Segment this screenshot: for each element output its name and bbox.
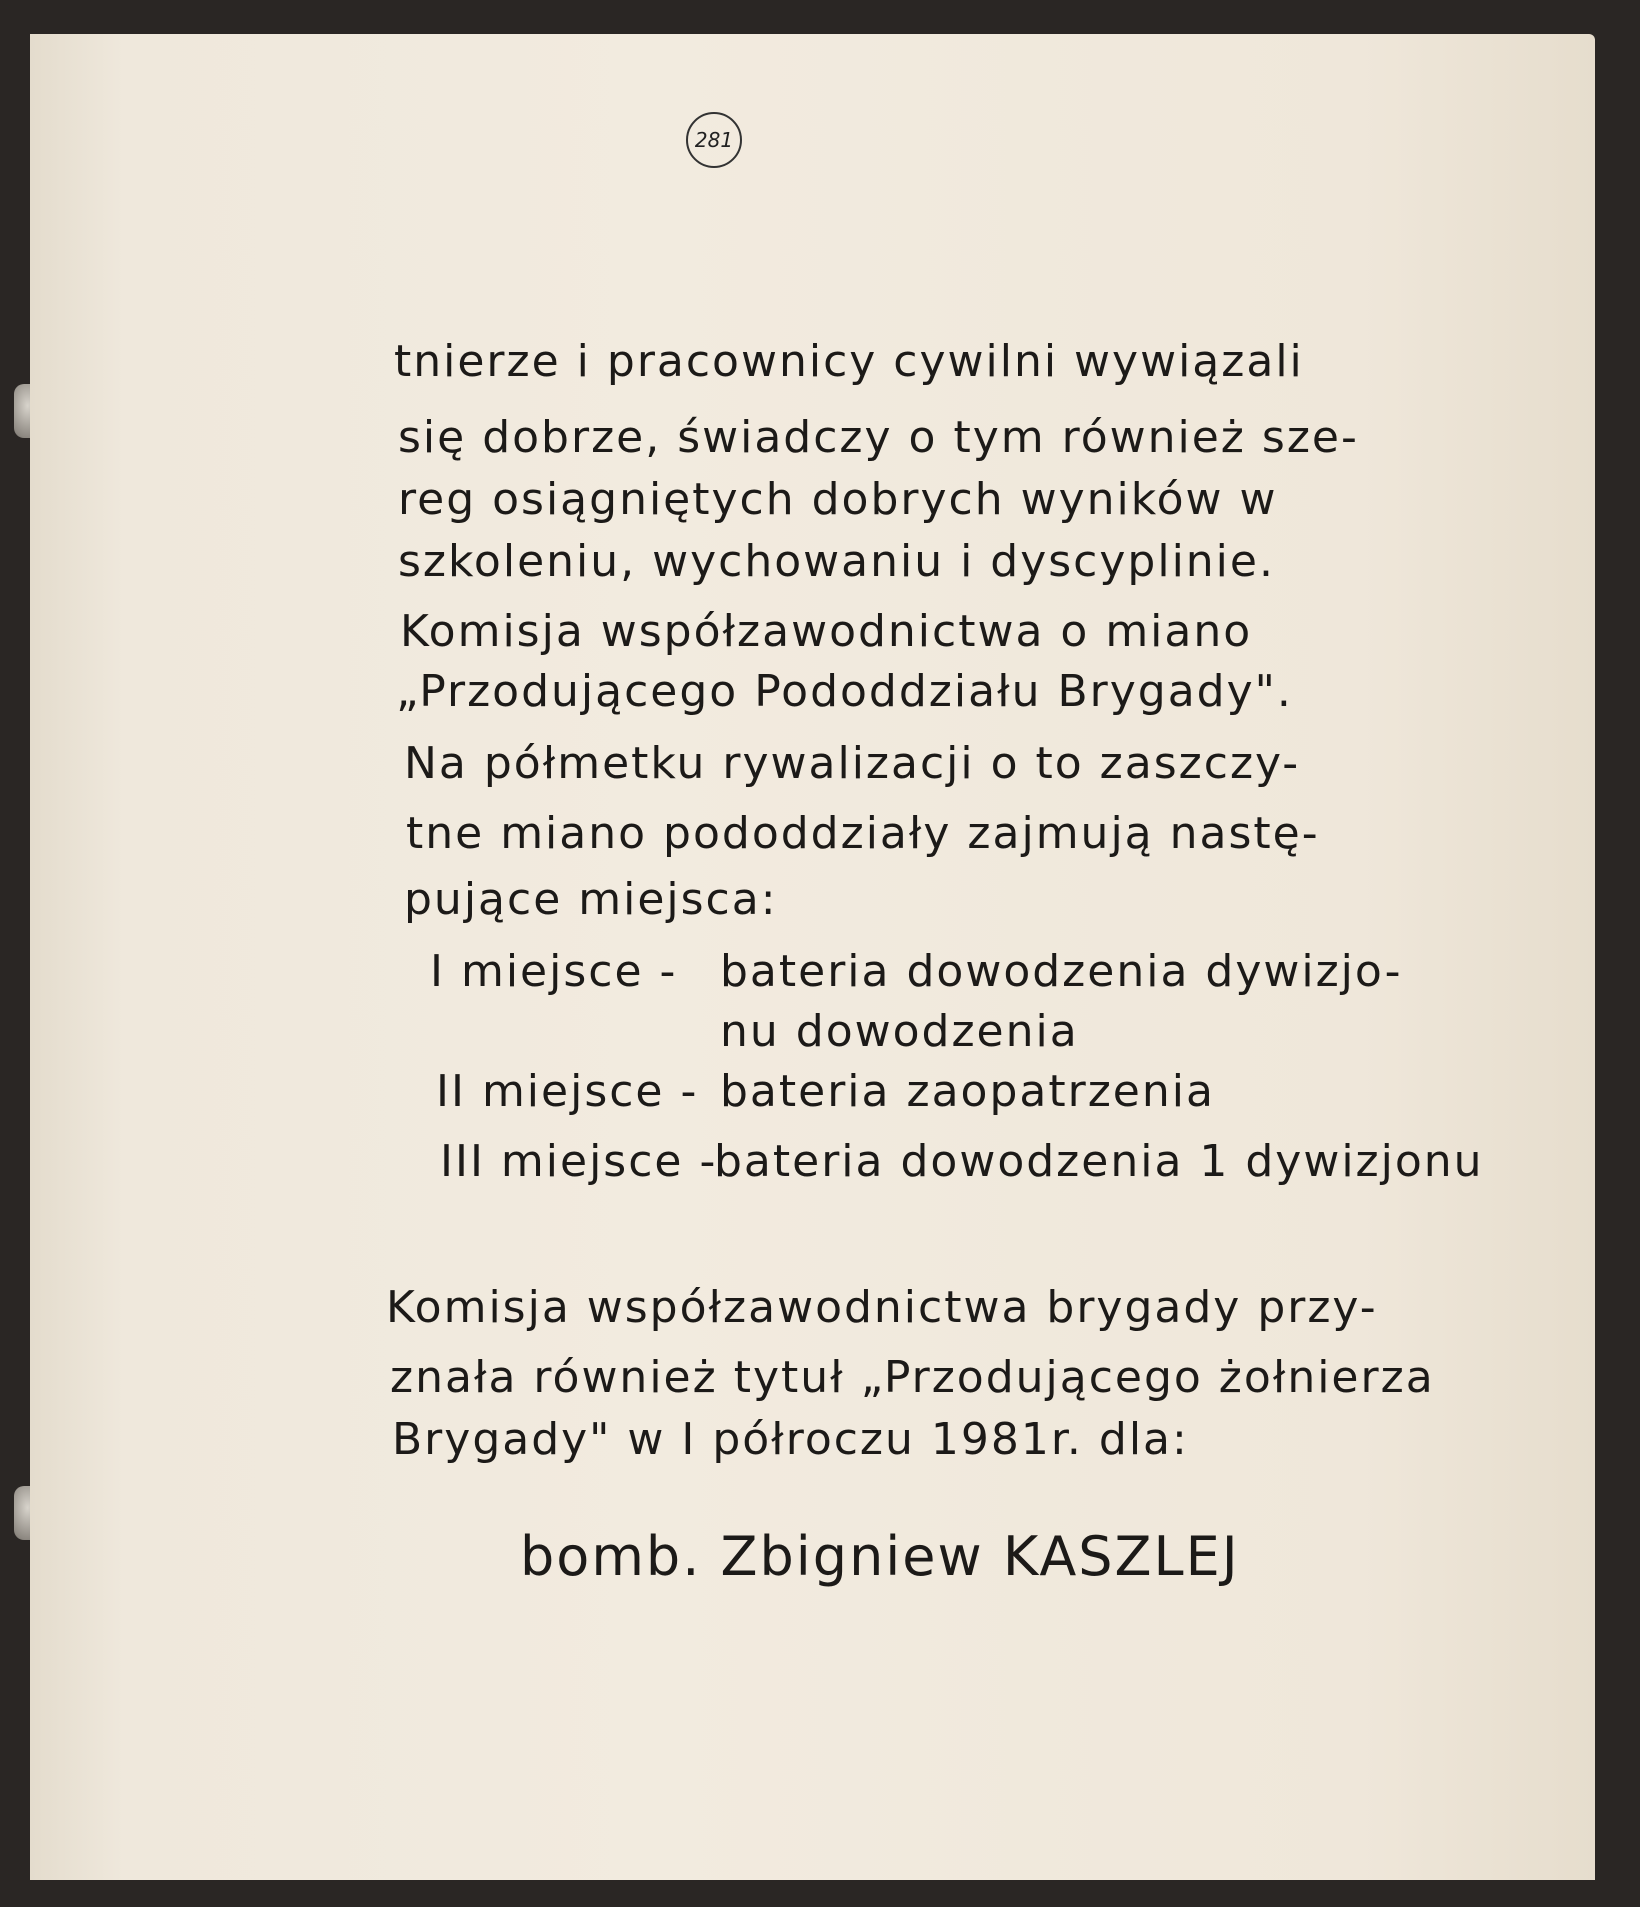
body-line-9: pujące miejsca: [404,874,778,925]
ranking-3-place: III miejsce - [440,1136,718,1187]
award-line-3: Brygady" w I półroczu 1981r. dla: [392,1414,1189,1465]
ranking-1-unit-cont: nu dowodzenia [720,1006,1079,1057]
body-line-4: szkoleniu, wychowaniu i dyscyplinie. [398,536,1275,587]
ranking-1-place: I miejsce - [430,946,678,997]
ranking-2-unit: bateria zaopatrzenia [720,1066,1215,1117]
body-line-6: „Przodującego Pododdziału Brygady". [396,666,1293,717]
award-line-1: Komisja współzawodnictwa brygady przy- [386,1282,1378,1333]
ranking-2-place: II miejsce - [436,1066,699,1117]
body-line-2: się dobrze, świadczy o tym również sze- [398,412,1359,463]
ranking-1-unit: bateria dowodzenia dywizjo- [720,946,1403,997]
body-line-3: reg osiągniętych dobrych wyników w [398,474,1278,525]
body-line-5: Komisja współzawodnictwa o miano [400,606,1253,657]
award-line-2: znała również tytuł „Przodującego żołnierza [390,1352,1435,1403]
body-line-7: Na półmetku rywalizacji o to zaszczy- [404,738,1301,789]
awardee-name: bomb. Zbigniew KASZLEJ [520,1525,1240,1588]
page-number: 281 [686,112,742,168]
body-line-8: tne miano pododdziały zajmują nastę- [406,808,1320,859]
body-line-1: tnierze i pracownicy cywilni wywiązali [394,336,1304,387]
ranking-3-unit: bateria dowodzenia 1 dywizjonu [714,1136,1484,1187]
